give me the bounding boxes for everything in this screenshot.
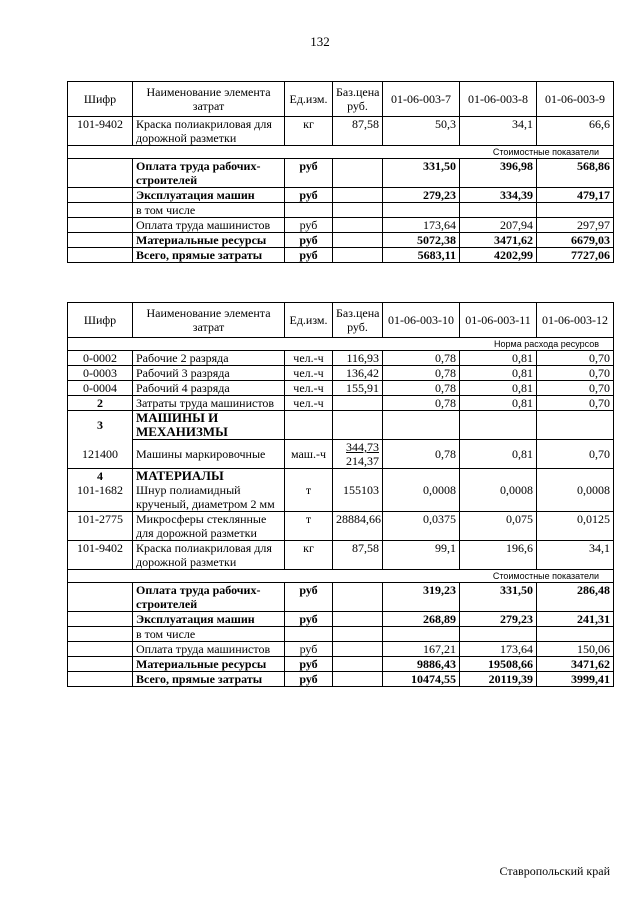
cost-unit: руб [285,248,333,263]
cell-price: 155103 [333,483,383,512]
cell-value: 0,78 [383,440,460,469]
cell-unit: маш.-ч [285,440,333,469]
cost-value: 20119,39 [460,672,537,687]
subheader-row [68,338,614,351]
cost-name: Всего, прямые затраты [133,672,285,687]
cell-unit: кг [285,117,333,146]
cost-row [68,218,614,233]
cost-value: 10474,55 [383,672,460,687]
cost-row [68,612,614,627]
cell-value: 0,78 [383,396,460,411]
cell-value: 0,81 [460,366,537,381]
cost-name: Материальные ресурсы [133,233,285,248]
section-row-materials [68,469,614,484]
cell-code: 101-9402 [68,541,133,570]
cost-row [68,627,614,642]
cost-unit: руб [285,612,333,627]
cost-value: 173,64 [383,218,460,233]
cell-code: 101-1682 [68,483,133,512]
estimate-table-1 [67,81,614,263]
section-row-machines [68,411,614,440]
cost-name: Всего, прямые затраты [133,248,285,263]
cost-value: 331,50 [383,159,460,188]
cell-name: Краска полиакриловая для дорожной разметки [133,541,285,570]
cell-value: 0,0008 [460,483,537,512]
table-row [68,541,614,570]
cost-value: 3999,41 [537,672,614,687]
footer-region: Ставропольский край [499,864,610,878]
col-header-norm-3: 01-06-003-9 [537,82,614,117]
cell-unit: т [285,483,333,512]
section-code: 3 [68,411,133,440]
cell-value: 50,3 [383,117,460,146]
cell-value: 0,81 [460,381,537,396]
cost-name: Оплата труда машинистов [133,642,285,657]
cost-value: 167,21 [383,642,460,657]
cell-unit: чел.-ч [285,381,333,396]
table-row [68,351,614,366]
col-header-unit: Ед.изм. [285,82,333,117]
table-row [68,366,614,381]
cost-value: 3471,62 [460,233,537,248]
cost-value: 286,48 [537,583,614,612]
cost-row [68,159,614,188]
cost-row [68,672,614,687]
subheader-row [68,570,614,583]
section-code: 2 [68,396,133,411]
cost-value: 19508,66 [460,657,537,672]
cost-row [68,583,614,612]
cost-row [68,642,614,657]
section-title: МАТЕРИАЛЫ [133,469,285,484]
cell-unit: чел.-ч [285,366,333,381]
cell-unit: т [285,512,333,541]
cell-code: 101-9402 [68,117,133,146]
cost-value: 5072,38 [383,233,460,248]
cost-value: 207,94 [460,218,537,233]
cost-name: в том числе [133,203,285,218]
cell-value: 34,1 [537,541,614,570]
col-header-unit: Ед.изм. [285,303,333,338]
cost-name: Оплата труда машинистов [133,218,285,233]
cost-value: 334,39 [460,188,537,203]
col-header-norm-2: 01-06-003-8 [460,82,537,117]
cell-value: 0,81 [460,396,537,411]
col-header-code: Шифр [68,303,133,338]
cell-unit: кг [285,541,333,570]
cost-value: 279,23 [460,612,537,627]
col-header-norm-2: 01-06-003-11 [460,303,537,338]
cost-name: Материальные ресурсы [133,657,285,672]
cell-price: 136,42 [333,366,383,381]
cell-value: 0,0008 [383,483,460,512]
cost-value: 7727,06 [537,248,614,263]
cost-row [68,203,614,218]
cost-unit: руб [285,657,333,672]
cost-unit: руб [285,583,333,612]
cost-unit: руб [285,188,333,203]
cell-value: 0,70 [537,351,614,366]
subheader-row [68,146,614,159]
cell-price: 87,58 [333,541,383,570]
price-new: 214,37 [346,454,379,468]
cell-value: 0,78 [383,366,460,381]
col-header-name: Наименование элемента затрат [133,303,285,338]
col-header-code: Шифр [68,82,133,117]
section-title: МАШИНЫ И МЕХАНИЗМЫ [133,411,285,440]
col-header-norm-3: 01-06-003-12 [537,303,614,338]
cost-unit: руб [285,672,333,687]
cost-value: 396,98 [460,159,537,188]
col-header-norm-1: 01-06-003-7 [383,82,460,117]
cost-row [68,233,614,248]
cell-name: Рабочий 3 разряда [133,366,285,381]
cost-value: 279,23 [383,188,460,203]
table-header-row [68,303,614,338]
cell-name: Затраты труда машинистов [133,396,285,411]
cost-name: в том числе [133,627,285,642]
cost-row [68,188,614,203]
cell-value: 0,81 [460,440,537,469]
section-row-labor [68,396,614,411]
col-header-norm-1: 01-06-003-10 [383,303,460,338]
subheader-cost: Стоимостные показатели [68,146,614,159]
cell-value: 0,70 [537,396,614,411]
cost-row [68,248,614,263]
cell-name: Рабочие 2 разряда [133,351,285,366]
cell-value: 0,81 [460,351,537,366]
cell-value: 0,0125 [537,512,614,541]
cost-value: 9886,43 [383,657,460,672]
estimate-table-2 [67,302,614,687]
col-header-price: Баз.цена руб. [333,82,383,117]
cost-row [68,657,614,672]
table-row [68,512,614,541]
cost-name: Оплата труда рабочих-строителей [133,583,285,612]
cost-value: 241,31 [537,612,614,627]
cost-value: 331,50 [460,583,537,612]
cell-name: Краска полиакриловая для дорожной разметки [133,117,285,146]
cell-code: 101-2775 [68,512,133,541]
cell-name: Машины маркировочные [133,440,285,469]
cell-value: 0,70 [537,366,614,381]
page-number: 132 [310,34,330,49]
cell-value: 34,1 [460,117,537,146]
cell-code: 121400 [68,440,133,469]
cost-value: 173,64 [460,642,537,657]
table-row [68,117,614,146]
cell-unit: чел.-ч [285,396,333,411]
cost-value: 3471,62 [537,657,614,672]
cell-name: Шнур полиамидный крученый, диаметром 2 мм [133,483,285,512]
cell-price: 87,58 [333,117,383,146]
cost-unit: руб [285,233,333,248]
cell-code: 0-0002 [68,351,133,366]
cost-value: 297,97 [537,218,614,233]
table-row [68,440,614,469]
subheader-norm: Норма расхода ресурсов [68,338,614,351]
cell-price: 116,93 [333,351,383,366]
col-header-name: Наименование элемента затрат [133,82,285,117]
cell-unit: чел.-ч [285,351,333,366]
cell-value: 0,70 [537,381,614,396]
table-header-row [68,82,614,117]
cell-value: 66,6 [537,117,614,146]
cell-value: 99,1 [383,541,460,570]
cost-value: 568,86 [537,159,614,188]
cost-unit: руб [285,642,333,657]
col-header-price: Баз.цена руб. [333,303,383,338]
cost-unit: руб [285,159,333,188]
cost-name: Эксплуатация машин [133,612,285,627]
price-old: 344,73 [346,440,379,454]
cost-unit: руб [285,218,333,233]
section-code: 4 [68,469,133,484]
cost-name: Эксплуатация машин [133,188,285,203]
cell-price [333,440,383,469]
cell-value: 0,075 [460,512,537,541]
table-row [68,483,614,512]
cell-value: 0,0375 [383,512,460,541]
cell-code: 0-0003 [68,366,133,381]
cost-value: 150,06 [537,642,614,657]
cost-value: 319,23 [383,583,460,612]
cost-value: 4202,99 [460,248,537,263]
cell-price: 28884,66 [333,512,383,541]
cell-price: 155,91 [333,381,383,396]
cost-name: Оплата труда рабочих-строителей [133,159,285,188]
cell-code: 0-0004 [68,381,133,396]
cost-value: 479,17 [537,188,614,203]
cell-name: Микросферы стеклянные для дорожной разметки [133,512,285,541]
cost-value: 268,89 [383,612,460,627]
cell-value: 0,70 [537,440,614,469]
cell-value: 0,78 [383,351,460,366]
cost-value: 6679,03 [537,233,614,248]
cell-value: 0,0008 [537,483,614,512]
cost-value: 5683,11 [383,248,460,263]
subheader-cost: Стоимостные показатели [68,570,614,583]
cell-name: Рабочий 4 разряда [133,381,285,396]
cell-value: 196,6 [460,541,537,570]
cell-value: 0,78 [383,381,460,396]
table-row [68,381,614,396]
